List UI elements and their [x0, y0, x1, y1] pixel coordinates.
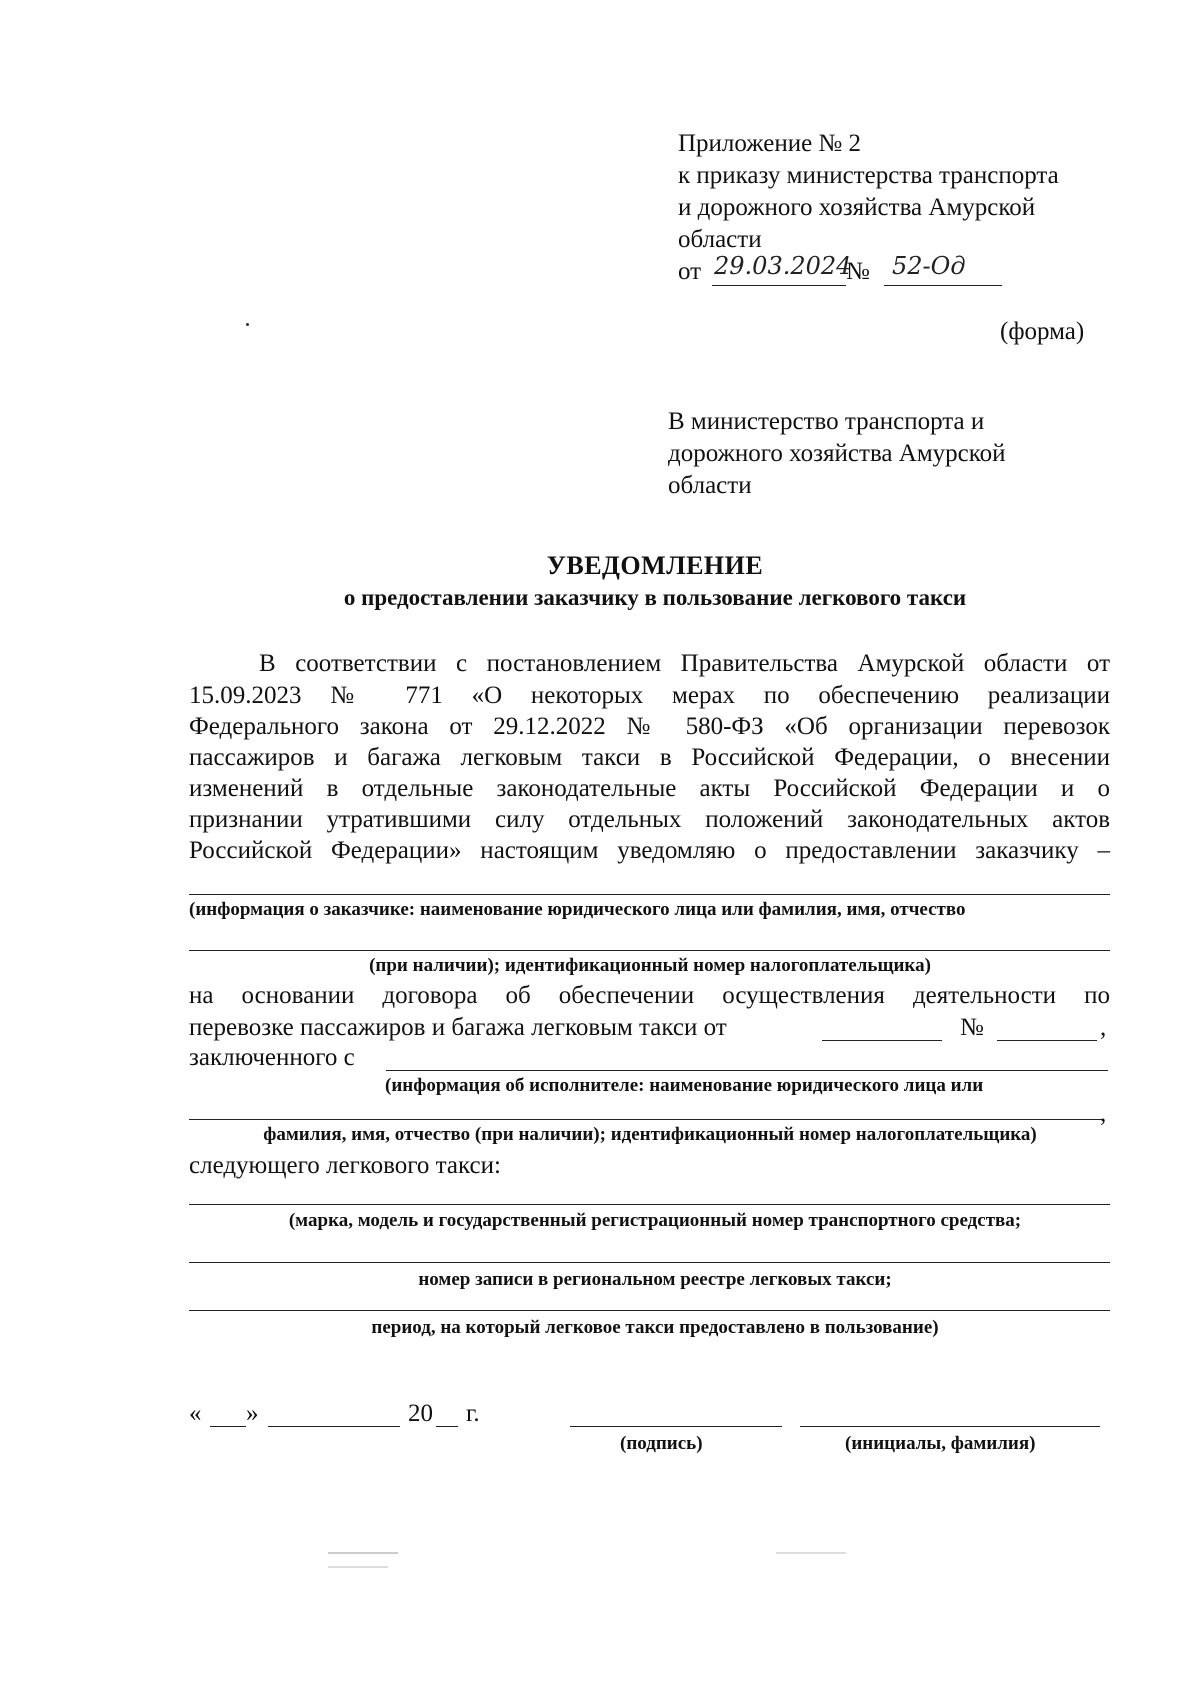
handwritten-number: 52-Од	[892, 252, 966, 280]
name-line	[800, 1426, 1100, 1427]
customer-hint-1: (информация о заказчике: наименование юридического лица или фамилия, имя, отчество	[189, 899, 966, 920]
taxi-hint-2: номер записи в региональном реестре легковых такси;	[418, 1269, 892, 1290]
handwritten-date: 29.03.2024	[714, 252, 852, 280]
executor-hint-2: фамилия, имя, отчество (при наличии); идентификационный номер налогоплательщика)	[263, 1124, 1037, 1145]
addressee-line-1: В министерство транспорта и	[668, 408, 985, 435]
day-blank	[210, 1426, 246, 1427]
scan-artifact	[328, 1552, 398, 1554]
taxi-fill-line-3	[189, 1310, 1110, 1311]
taxi-hint-3: период, на который легковое такси предоставлено в пользование)	[371, 1317, 939, 1338]
contract-date-blank	[822, 1040, 942, 1041]
taxi-label: следующего легкового такси:	[189, 1152, 501, 1179]
body-first-line: В соответствии с постановлением Правительства Амурской области от	[259, 650, 1110, 677]
form-label: (форма)	[1000, 318, 1085, 345]
body-line: признании утратившими силу отдельных положений законодательных актов	[189, 806, 1110, 833]
name-hint: (инициалы, фамилия)	[845, 1433, 1036, 1454]
customer-fill-line-1	[189, 894, 1110, 895]
executor-comma: ,	[1100, 1100, 1107, 1127]
appendix-line-1: Приложение № 2	[678, 130, 862, 157]
century-text: 20	[408, 1400, 433, 1427]
year-suffix: г.	[466, 1400, 480, 1427]
scan-artifact	[776, 1552, 846, 1554]
signature-line	[570, 1426, 782, 1427]
contract-line-1: на основании договора об обеспечении осуществления деятельности по	[189, 982, 1110, 1009]
month-blank	[268, 1426, 400, 1427]
body-line: пассажиров и багажа легковым такси в Российской Федерации, о внесении	[189, 744, 1110, 771]
signature-hint: (подпись)	[620, 1433, 703, 1454]
addressee-line-2: дорожного хозяйства Амурской	[668, 440, 1006, 467]
taxi-fill-line-2	[189, 1262, 1110, 1263]
document-subtitle: о предоставлении заказчику в пользование легкового такси	[343, 585, 967, 610]
document-title: УВЕДОМЛЕНИЕ	[546, 551, 764, 580]
date-underline	[712, 285, 846, 286]
contract-line-3: заключенного с	[189, 1044, 355, 1071]
customer-hint-2: (при наличии); идентификационный номер налогоплательщика)	[369, 955, 931, 976]
scan-speck	[246, 323, 249, 326]
taxi-fill-line-1	[189, 1204, 1110, 1205]
quote-close: »	[246, 1400, 259, 1427]
appendix-line-2: к приказу министерства транспорта	[678, 162, 1059, 189]
body-line: Федерального закона от 29.12.2022 № 580-ФЗ «Об организации перевозок	[189, 713, 1110, 740]
taxi-hint-1: (марка, модель и государственный регистрационный номер транспортного средства;	[288, 1210, 1022, 1231]
body-line: изменений в отдельные законодательные акты Российской Федерации и о	[189, 775, 1110, 802]
executor-fill-line-1	[386, 1070, 1108, 1071]
contract-line-2-text: перевозке пассажиров и багажа легковым такси от	[189, 1014, 727, 1041]
quote-open: «	[189, 1400, 202, 1427]
customer-fill-line-2	[189, 950, 1110, 951]
body-line: Российской Федерации» настоящим уведомляю о предоставлении заказчику –	[189, 837, 1110, 864]
contract-number-blank	[997, 1040, 1097, 1041]
scan-artifact	[328, 1566, 388, 1568]
executor-fill-line-2	[189, 1119, 1102, 1120]
contract-comma: ,	[1100, 1014, 1107, 1041]
body-line: 15.09.2023 № 771 «О некоторых мерах по обеспечению реализации	[189, 682, 1110, 709]
contract-number-sign: №	[960, 1014, 984, 1041]
number-underline	[884, 285, 1002, 286]
addressee-line-3: области	[668, 472, 752, 499]
year-blank	[436, 1426, 458, 1427]
appendix-line-3: и дорожного хозяйства Амурской	[678, 194, 1036, 221]
executor-hint-1: (информация об исполнителе: наименование юридического лица или	[385, 1075, 984, 1096]
appendix-line-4: области	[678, 226, 762, 253]
appendix-from-prefix: от	[678, 258, 702, 285]
appendix-number-sign: №	[846, 258, 870, 285]
